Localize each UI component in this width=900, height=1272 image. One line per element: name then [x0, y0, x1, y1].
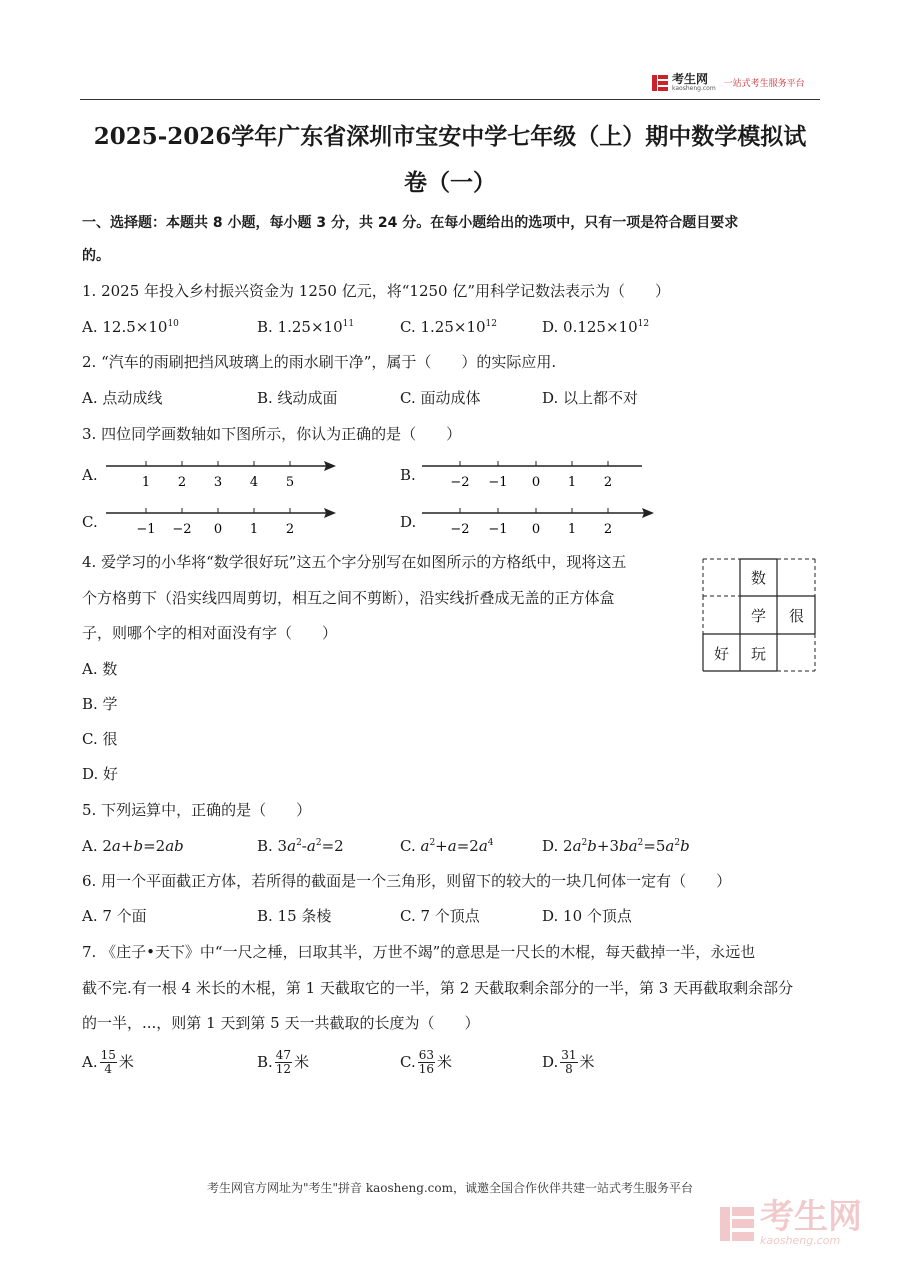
tick-label: 1	[249, 522, 259, 537]
tick-label: 1	[567, 522, 577, 537]
watermark-logo-icon	[720, 1207, 754, 1241]
question-7-stem-line1: 7. 《庄子•天下》中“一尺之棰，曰取其半，万世不竭”的意思是一尺长的木棍，每天截掉一半，永远也	[82, 943, 756, 961]
section-heading-line1: 一、选择题：本题共 8 小题，每小题 3 分，共 24 分。在每小题给出的选项中，只有一项是符合题目要求	[82, 215, 739, 231]
fraction: $\frac{63}{16}$	[418, 1047, 434, 1076]
tick-label: 2	[285, 522, 295, 537]
page-title-line2: 卷（一）	[404, 169, 496, 196]
cube-net-figure	[702, 558, 816, 672]
tick-label: −1	[488, 522, 508, 537]
question-4-option-d: D. 好	[82, 765, 119, 783]
fraction: $\frac{31}{8}$	[561, 1047, 577, 1076]
tick-label: −2	[172, 522, 192, 537]
logo-domain: kaosheng.com	[672, 85, 716, 92]
page-title-line1: 2025-2026学年广东省深圳市宝安中学七年级（上）期中数学模拟试	[93, 123, 807, 150]
grid-cell-xue: 学	[750, 606, 766, 625]
grid-cell-shu: 数	[750, 568, 766, 587]
question-6-stem: 6. 用一个平面截正方体，若所得的截面是一个三角形，则留下的较大的一块几何体一定有（ ）	[82, 872, 732, 890]
question-6-option-b: B. 15 条棱	[257, 907, 332, 925]
question-7-option-a: A. $\frac{15}{4}$ 米	[82, 1047, 134, 1076]
question-1-option-a: A. $12.5\times 10^{10}$	[82, 318, 179, 336]
section-heading-line2: 的。	[82, 248, 110, 264]
header-divider	[80, 99, 820, 100]
question-3-stem: 3. 四位同学画数轴如下图所示，你认为正确的是（ ）	[82, 425, 462, 443]
question-3-option-b-letter: B.	[400, 466, 416, 484]
tick-label: −1	[488, 475, 508, 490]
grid-cell-wan: 玩	[750, 644, 766, 663]
fraction: $\frac{15}{4}$	[100, 1047, 116, 1076]
tick-label: 4	[249, 475, 259, 490]
question-1-option-d: D. $0.125\times 10^{12}$	[542, 318, 650, 336]
tick-label: −1	[136, 522, 156, 537]
question-5-option-b: B. $3a^2-a^2=2$	[257, 837, 344, 855]
question-4-option-b: B. 学	[82, 695, 118, 713]
tick-label: 0	[531, 522, 541, 537]
question-1-option-c: C. $1.25\times 10^{12}$	[400, 318, 497, 336]
tick-label: 0	[213, 522, 223, 537]
grid-cell-hen: 很	[788, 606, 804, 625]
number-line-c	[100, 503, 350, 539]
watermark-domain: kaosheng.com	[760, 1234, 841, 1247]
tick-label: 0	[531, 475, 541, 490]
question-4-stem-line3: 子，则哪个字的相对面没有字（ ）	[82, 624, 338, 642]
watermark-brand: 考生网	[760, 1197, 862, 1237]
logo-brand: 考生网	[672, 72, 709, 86]
question-3-option-c-letter: C.	[82, 513, 98, 531]
watermark	[720, 1197, 862, 1247]
tick-label: −2	[450, 522, 470, 537]
question-4-option-a: A. 数	[82, 660, 118, 678]
question-1-option-b: B. $1.25\times 10^{11}$	[257, 318, 355, 336]
fraction: $\frac{47}{12}$	[275, 1047, 292, 1076]
question-7-option-d: D. $\frac{31}{8}$ 米	[542, 1047, 595, 1076]
tick-label: 1	[567, 475, 577, 490]
question-4-stem-line1: 4. 爱学习的小华将“数学很好玩”这五个字分别写在如图所示的方格纸中，现将这五	[82, 553, 627, 571]
question-3-option-d-letter: D.	[400, 513, 417, 531]
question-4-option-c: C. 很	[82, 730, 118, 748]
question-2-option-b: B. 线动成面	[257, 389, 338, 407]
tick-label: 2	[177, 475, 187, 490]
page-footer: 考生网官方网址为"考生"拼音 kaosheng.com，诚邀全国合作伙伴共建一站式考生服务平台	[206, 1181, 694, 1195]
tick-label: 2	[603, 522, 613, 537]
question-6-option-a: A. 7 个面	[82, 907, 147, 925]
tick-label: 2	[603, 475, 613, 490]
question-2-option-d: D. 以上都不对	[542, 389, 639, 407]
question-7-option-c: C. $\frac{63}{16}$ 米	[400, 1047, 453, 1076]
question-7-stem-line3: 的一半，...，则第 1 天到第 5 天一共截取的长度为（ ）	[82, 1014, 480, 1032]
question-7-stem-line2: 截不完.有一根 4 米长的木棍，第 1 天截取它的一半，第 2 天截取剩余部分的一半，第 3 天再截取剩余部分	[82, 979, 794, 997]
tick-label: 5	[285, 475, 295, 490]
question-5-option-a: A. 2a+b=2ab	[82, 837, 184, 855]
number-line-b	[418, 456, 658, 492]
question-1-stem: 1. 2025 年投入乡村振兴资金为 1250 亿元，将“1250 亿”用科学记数法表示为（ ）	[82, 282, 671, 300]
question-3-option-a-letter: A.	[82, 466, 98, 484]
grid-cell-hao: 好	[713, 644, 729, 663]
logo-icon	[652, 75, 668, 91]
number-line-d	[418, 503, 658, 539]
question-6-option-c: C. 7 个顶点	[400, 907, 480, 925]
question-2-option-c: C. 面动成体	[400, 389, 481, 407]
question-5-stem: 5. 下列运算中，正确的是（ ）	[82, 801, 312, 819]
question-5-option-c: C. $a^2+a=2a^4$	[400, 837, 494, 855]
question-4-stem-line2: 个方格剪下（沿实线四周剪切，相互之间不剪断），沿实线折叠成无盖的正方体盒	[82, 589, 615, 607]
question-2-option-a: A. 点动成线	[82, 389, 163, 407]
tick-label: 3	[213, 475, 223, 490]
number-line-a	[100, 456, 350, 492]
tick-label: 1	[141, 475, 151, 490]
tick-label: −2	[450, 475, 470, 490]
question-6-option-d: D. 10 个顶点	[542, 907, 632, 925]
logo-slogan: 一站式考生服务平台	[723, 79, 805, 89]
question-5-option-d: D. $2a^2b+3ba^2=5a^2b$	[542, 837, 690, 855]
question-7-option-b: B. $\frac{47}{12}$ 米	[257, 1047, 310, 1076]
question-2-stem: 2. “汽车的雨刷把挡风玻璃上的雨水刷干净”，属于（ ）的实际应用.	[82, 353, 557, 371]
header-logo	[652, 73, 805, 92]
